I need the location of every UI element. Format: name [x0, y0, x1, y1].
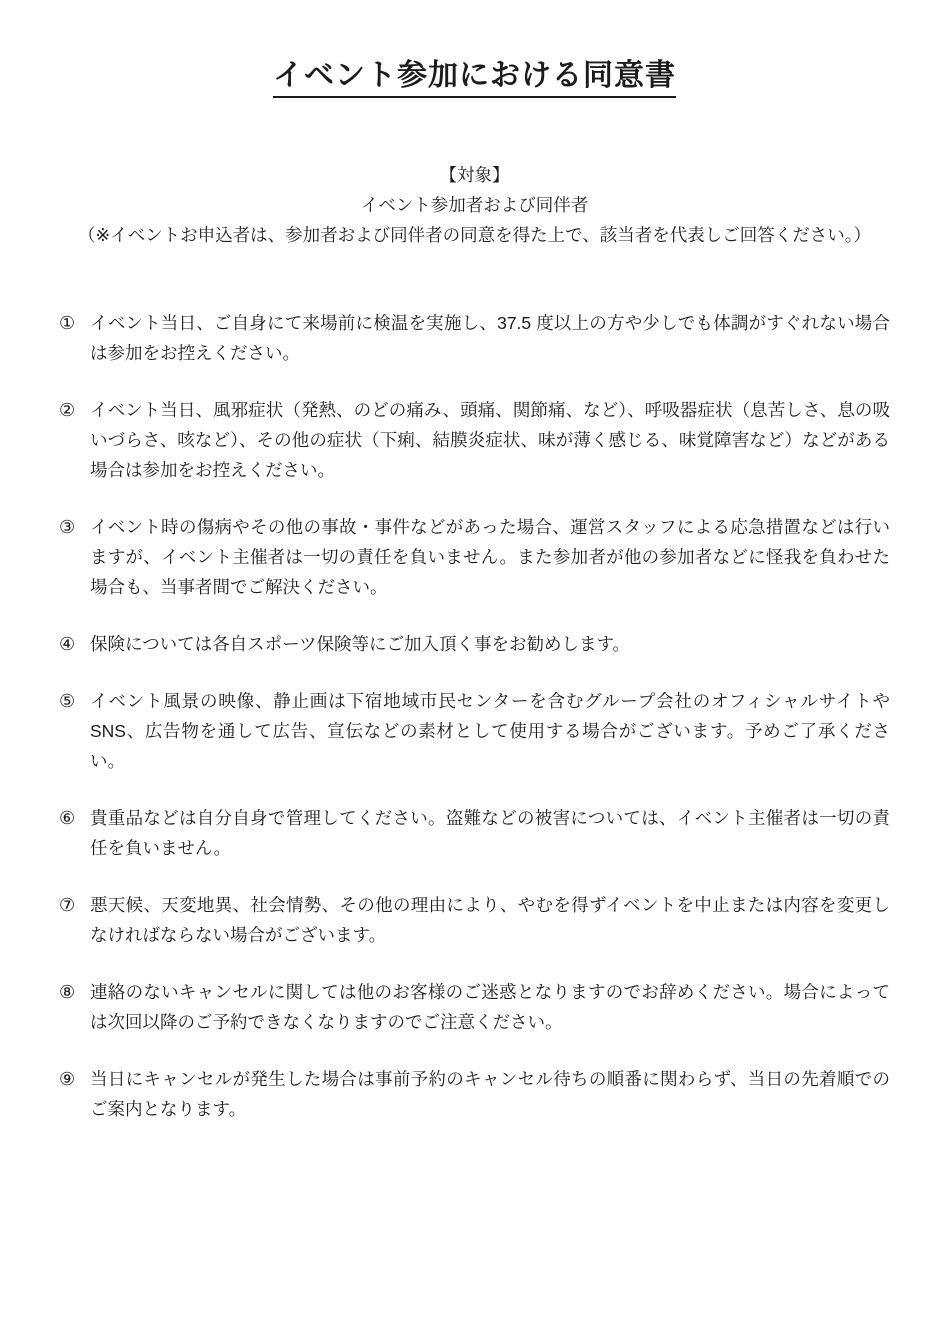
term-number: ⑤	[59, 691, 76, 711]
target-section	[59, 160, 890, 250]
term-item	[59, 395, 890, 485]
term-number: ④	[59, 634, 76, 654]
term-text: イベント当日、風邪症状（発熱、のどの痛み、頭痛、関節痛、など）、呼吸器症状（息苦しさ、息の吸いづらさ、咳など）、その他の症状（下痢、結膜炎症状、味が薄く感じる、味覚障害など）などがある場合は参加をお控えください。	[90, 400, 890, 480]
target-note: （※イベントお申込者は、参加者および同伴者の同意を得た上で、該当者を代表しご回答ください。）	[77, 225, 872, 245]
term-number: ②	[59, 400, 76, 420]
term-number: ⑧	[59, 982, 76, 1002]
term-number: ⑥	[59, 808, 76, 828]
term-text: 悪天候、天変地異、社会情勢、その他の理由により、やむを得ずイベントを中止または内容を変更しなければならない場合がございます。	[90, 895, 890, 945]
term-item	[59, 629, 890, 659]
term-text: イベント時の傷病やその他の事故・事件などがあった場合、運営スタッフによる応急措置などは行いますが、イベント主催者は一切の責任を負いません。また参加者が他の参加者などに怪我を負わせた場合も、当事者間でご解決ください。	[90, 517, 890, 597]
term-text: 連絡のないキャンセルに関しては他のお客様のご迷惑となりますのでお辞めください。場合によっては次回以降のご予約できなくなりますのでご注意ください。	[90, 982, 890, 1032]
target-audience: イベント参加者および同伴者	[360, 195, 589, 215]
term-text: イベント当日、ご自身にて来場前に検温を実施し、37.5 度以上の方や少しでも体調がすぐれない場合は参加をお控えください。	[90, 313, 890, 363]
term-number: ⑨	[59, 1069, 76, 1089]
term-item	[59, 803, 890, 863]
terms-list	[59, 308, 890, 1124]
document-title-wrap	[59, 58, 890, 98]
term-item	[59, 1064, 890, 1124]
term-item	[59, 890, 890, 950]
term-item	[59, 686, 890, 776]
term-number: ①	[59, 313, 76, 333]
term-text: 貴重品などは自分自身で管理してください。盗難などの被害については、イベント主催者は一切の責任を負いません。	[90, 808, 890, 858]
term-text: 当日にキャンセルが発生した場合は事前予約のキャンセル待ちの順番に関わらず、当日の先着順でのご案内となります。	[90, 1069, 890, 1119]
term-item	[59, 308, 890, 368]
term-text: 保険については各自スポーツ保険等にご加入頂く事をお勧めします。	[90, 634, 631, 654]
term-item	[59, 977, 890, 1037]
term-item	[59, 512, 890, 602]
document-title: イベント参加における同意書	[273, 58, 676, 98]
target-heading: 【対象】	[439, 165, 510, 185]
term-number: ⑦	[59, 895, 76, 915]
term-text: イベント風景の映像、静止画は下宿地域市民センターを含むグループ会社のオフィシャルサイトやSNS、広告物を通して広告、宣伝などの素材として使用する場合がございます。予めご了承ください。	[90, 691, 890, 771]
term-number: ③	[59, 517, 76, 537]
